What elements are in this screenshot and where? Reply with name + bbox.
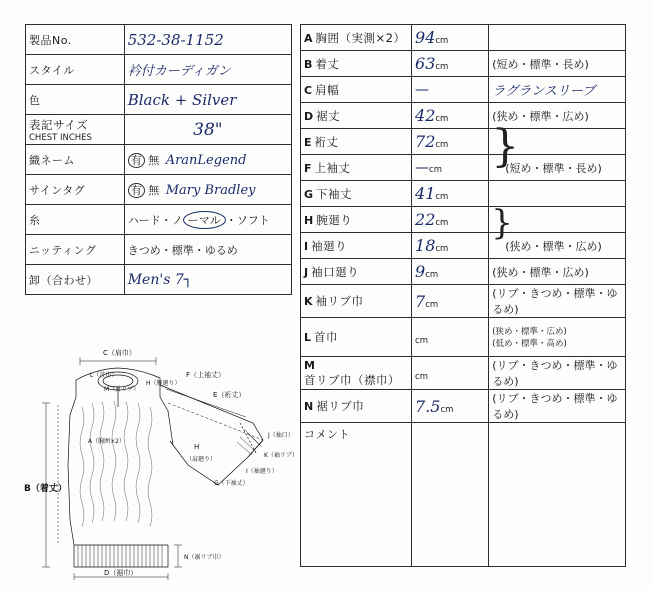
size-sublabel: CHEST INCHES <box>29 132 92 143</box>
measure-options[interactable] <box>489 318 626 357</box>
measure-name <box>301 77 412 103</box>
measure-options[interactable]: (リブ・きつめ・標準・ゆるめ) <box>489 357 626 390</box>
measure-label: 袖廻り <box>311 238 348 253</box>
row-value[interactable] <box>124 25 291 55</box>
measure-name <box>301 233 412 259</box>
row-value[interactable] <box>124 265 291 295</box>
measure-letter: M <box>304 358 315 372</box>
measure-options[interactable]: (狭め・標準・広め) <box>489 259 626 285</box>
label-h2: （肩廻り） <box>186 456 217 463</box>
measure-label: 裾リブ巾 <box>316 399 365 413</box>
measure-value-cell[interactable] <box>412 259 489 285</box>
measure-letter: D <box>304 109 314 123</box>
measure-name <box>301 181 412 207</box>
measure-unit: cm <box>435 62 449 72</box>
measure-options[interactable]: (狭め・標準・広め) <box>489 103 626 129</box>
table-row <box>301 390 626 423</box>
measure-options[interactable]: (短め・標準・長め) <box>489 155 626 181</box>
measure-options[interactable]: (短め・標準・長め) <box>489 51 626 77</box>
row-value[interactable] <box>124 115 291 145</box>
label-f: F（上袖丈） <box>186 371 226 379</box>
label-l: L（首巾） <box>90 372 118 379</box>
measure-unit: cm <box>429 164 442 175</box>
measure-unit: cm <box>435 36 449 46</box>
label-g: G（下袖丈） <box>214 480 249 487</box>
measure-value: 7.5 <box>415 396 441 416</box>
row-label: 卸（合わせ） <box>26 265 125 295</box>
measure-label: 首リブ巾（襟巾） <box>304 372 400 387</box>
row-label: 糸 <box>26 205 125 235</box>
table-row <box>301 155 626 181</box>
label-d: D（裾巾） <box>104 569 138 577</box>
measure-value: 94 <box>415 28 436 47</box>
table-row <box>26 235 292 265</box>
measure-name <box>301 207 412 233</box>
handwritten-value: Mary Bradley <box>165 182 256 198</box>
measure-value: 42 <box>415 106 436 125</box>
row-value[interactable] <box>124 145 291 175</box>
measure-unit: cm <box>435 140 449 150</box>
measure-name <box>301 51 412 77</box>
left-side <box>68 397 76 545</box>
choice-yes[interactable]: 有 <box>128 183 145 198</box>
measure-unit: cm <box>415 371 428 382</box>
table-row <box>26 205 292 235</box>
label-i: I（袖廻り） <box>246 468 278 475</box>
label-h: H <box>194 443 200 451</box>
measure-value: 72 <box>415 132 436 151</box>
measure-letter: L <box>304 331 312 344</box>
label-e: E（裄丈） <box>213 391 246 399</box>
measure-name <box>301 155 412 181</box>
measure-label: 腕廻り <box>316 212 353 227</box>
table-row <box>301 285 626 318</box>
table-row <box>301 357 626 390</box>
measure-name <box>301 129 412 155</box>
handwritten-value: Men's 7┐ <box>127 271 193 288</box>
table-row <box>26 265 292 295</box>
choice-yes[interactable]: 有 <box>128 153 145 168</box>
measure-value: 7 <box>415 291 426 311</box>
measure-value: 9 <box>415 262 426 281</box>
label-h-small: H（腕廻り） <box>146 380 181 387</box>
measure-unit: cm <box>425 299 439 310</box>
measure-name <box>301 357 412 390</box>
measure-options-line2[interactable]: (低め・標準・高め) <box>492 339 567 349</box>
measure-value-cell[interactable] <box>412 103 489 129</box>
measure-options[interactable] <box>489 25 626 51</box>
measure-label: 袖リブ巾 <box>315 294 364 308</box>
handwritten-value: 衿付カーディガン <box>127 64 231 79</box>
measure-label: 下袖丈 <box>316 186 353 201</box>
measure-value-cell[interactable] <box>412 51 489 77</box>
measure-options[interactable]: (リブ・きつめ・標準・ゆるめ) <box>489 390 626 423</box>
table-row <box>26 145 292 175</box>
garment-sketch <box>18 345 298 580</box>
measure-value: — <box>415 81 430 98</box>
comment-value[interactable] <box>489 423 626 567</box>
yarn-selected: ーマル <box>183 211 226 229</box>
measure-name <box>301 390 412 423</box>
measure-value-cell[interactable] <box>412 155 489 181</box>
measure-label: 裾丈 <box>316 108 341 123</box>
brace-bracket: } <box>491 121 520 172</box>
label-b: B（着丈） <box>24 484 67 494</box>
measure-label: 着丈 <box>315 56 340 71</box>
measure-letter: K <box>304 295 313 308</box>
measure-letter: F <box>304 161 312 175</box>
row-label: 色 <box>26 85 125 115</box>
measure-unit: cm <box>435 114 449 124</box>
measure-value-cell[interactable] <box>412 357 489 390</box>
measure-value-cell[interactable] <box>412 233 489 259</box>
table-row <box>301 207 626 233</box>
row-value[interactable] <box>124 55 291 85</box>
table-row <box>301 318 626 357</box>
measure-label: 肩幅 <box>315 82 340 97</box>
label-k: K（袖リブ） <box>264 452 298 459</box>
measure-letter: E <box>304 135 312 149</box>
measure-options[interactable] <box>489 77 626 103</box>
measure-letter: G <box>304 187 314 201</box>
label-n: N（裾リブ巾） <box>184 554 225 561</box>
handwritten-value: AranLegend <box>165 152 247 168</box>
choice-no[interactable]: 無 <box>148 153 160 167</box>
label-j: J（袖口） <box>268 432 294 439</box>
table-row <box>301 103 626 129</box>
measure-unit: cm <box>440 404 454 415</box>
measure-value: 18 <box>415 236 436 255</box>
measure-letter: N <box>304 400 314 413</box>
measure-value-cell[interactable] <box>412 77 489 103</box>
measure-name <box>301 25 412 51</box>
measure-options-line1[interactable]: (狭め・標準・広め) <box>492 327 567 337</box>
measure-unit: cm <box>435 244 449 254</box>
measure-label: 首巾 <box>314 330 339 344</box>
table-row <box>301 25 626 51</box>
table-row <box>301 51 626 77</box>
measure-letter: B <box>304 57 313 71</box>
label-m: M（首リブ） <box>104 386 140 393</box>
table-row <box>26 85 292 115</box>
measure-label: 胸囲（実測×2） <box>315 30 406 45</box>
table-row <box>301 181 626 207</box>
measure-value-cell[interactable] <box>412 390 489 423</box>
handwritten-option: ラグランスリーブ <box>492 84 596 99</box>
measure-value-cell[interactable] <box>412 129 489 155</box>
measure-value-cell[interactable] <box>412 207 489 233</box>
measure-label: 上袖丈 <box>314 160 351 175</box>
label-a: A（胸囲×2） <box>88 438 125 445</box>
table-row <box>26 25 292 55</box>
measure-value-cell[interactable] <box>412 25 489 51</box>
yarn-options[interactable]: ハード・ノ ーマル ・ソフト <box>128 214 270 227</box>
measure-value: 22 <box>415 210 436 229</box>
measure-unit: cm <box>415 335 428 346</box>
choice-no[interactable]: 無 <box>148 183 160 197</box>
measure-letter: A <box>304 31 313 45</box>
brace-bracket: } <box>491 203 513 243</box>
row-label: 織ネーム <box>26 145 125 175</box>
measure-value: — <box>415 159 430 176</box>
measure-letter: H <box>304 213 314 227</box>
measure-unit: cm <box>435 192 449 202</box>
measure-options[interactable]: (リブ・きつめ・標準・ゆるめ) <box>489 285 626 318</box>
measure-letter: I <box>304 239 309 253</box>
right-side <box>160 397 173 445</box>
row-value[interactable]: きつめ・標準・ゆるめ <box>124 235 291 265</box>
measure-name <box>301 285 412 318</box>
row-label: サインタグ <box>26 175 125 205</box>
measure-letter: J <box>304 265 309 279</box>
row-value[interactable] <box>124 85 291 115</box>
measure-options[interactable] <box>489 203 626 243</box>
comment-row <box>301 423 626 567</box>
table-row <box>301 259 626 285</box>
comment-spacer <box>412 423 489 567</box>
measure-value-cell[interactable] <box>412 285 489 318</box>
measure-name <box>301 103 412 129</box>
handwritten-value: 38" <box>193 119 223 140</box>
row-label <box>26 115 125 145</box>
row-label: スタイル <box>26 55 125 85</box>
label-c: C（肩巾） <box>103 349 136 357</box>
table-row <box>301 129 626 155</box>
measure-name <box>301 259 412 285</box>
size-label: 表記サイズ <box>29 117 89 132</box>
measure-name <box>301 318 412 357</box>
comment-label: コメント <box>301 423 412 567</box>
product-info-table <box>25 24 292 295</box>
handwritten-value: 532-38-1152 <box>127 30 224 49</box>
measure-value: 41 <box>415 184 436 203</box>
table-row <box>301 233 626 259</box>
measure-value-cell[interactable] <box>412 181 489 207</box>
row-label: 製品No. <box>26 25 125 55</box>
measure-unit: cm <box>435 218 449 228</box>
measure-letter: C <box>304 83 313 97</box>
measure-value: 63 <box>415 54 436 73</box>
table-row <box>301 77 626 103</box>
table-row <box>26 115 292 145</box>
measure-label: 袖口廻り <box>311 264 360 279</box>
measure-label: 裄丈 <box>314 134 339 149</box>
handwritten-value: Black + Silver <box>127 90 237 109</box>
measure-unit: cm <box>425 270 439 280</box>
measure-value-cell[interactable] <box>412 318 489 357</box>
row-value[interactable] <box>124 175 291 205</box>
measurements-table <box>300 24 626 567</box>
table-row <box>26 55 292 85</box>
row-label: ニッティング <box>26 235 125 265</box>
row-value[interactable] <box>124 205 291 235</box>
measure-options[interactable]: (狭め・標準・広め) <box>489 233 626 259</box>
table-row <box>26 175 292 205</box>
